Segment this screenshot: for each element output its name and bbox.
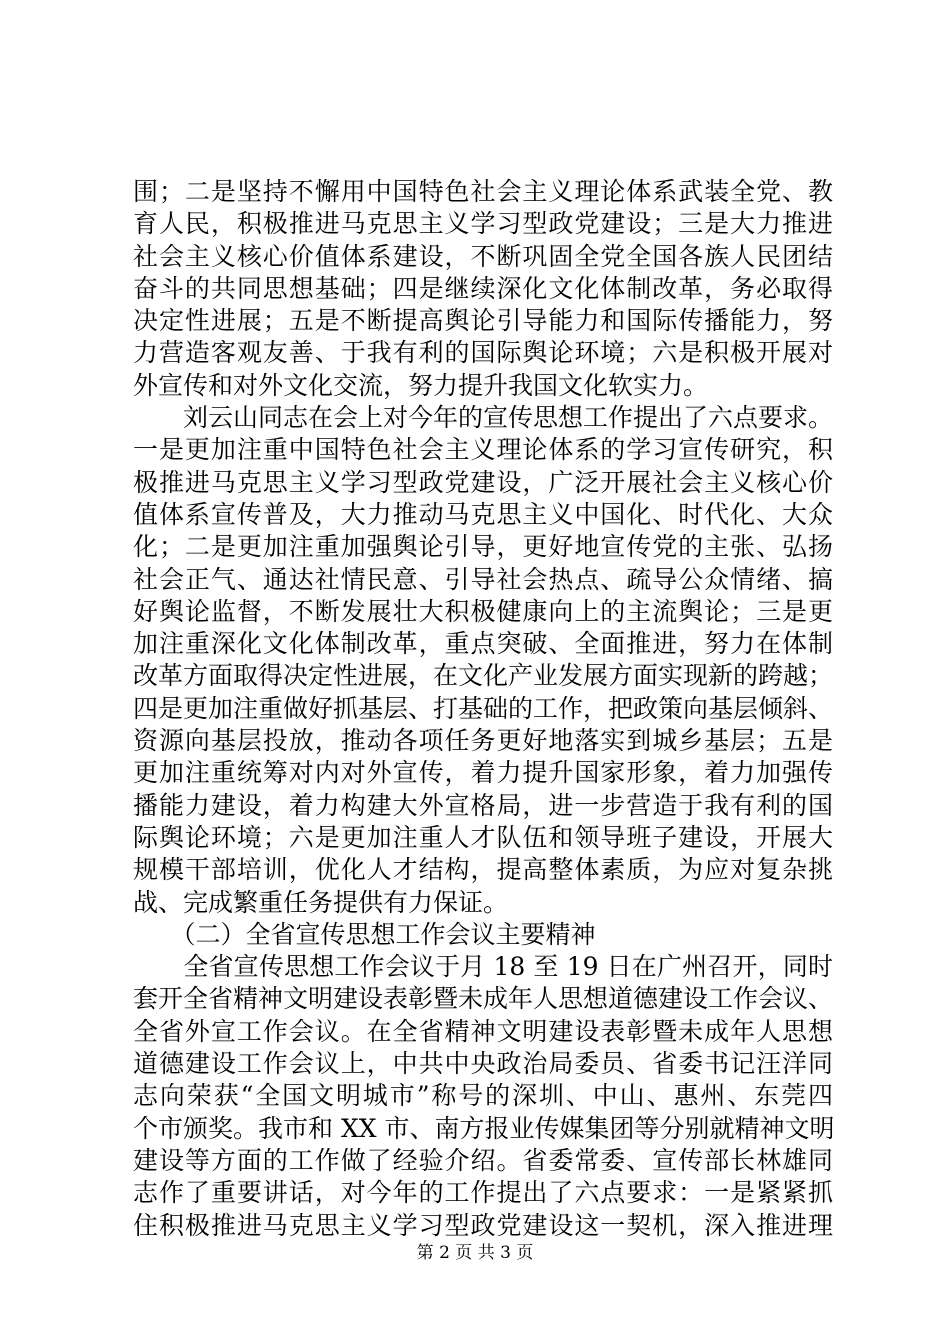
- text-line: 四是更加注重做好抓基层、打基础的工作，把政策向基层倾斜、: [133, 693, 834, 723]
- text-line: 好舆论监督，不断发展壮大积极健康向上的主流舆论；三是更: [133, 596, 833, 626]
- text-line: 际舆论环境；六是更加注重人才队伍和领导班子建设，开展大: [133, 822, 833, 852]
- text-line: 极推进马克思主义学习型政党建设，广泛开展社会主义核心价: [133, 467, 833, 497]
- text-line: 刘云山同志在会上对今年的宣传思想工作提出了六点要求。: [133, 403, 834, 433]
- text-line: 决定性进展；五是不断提高舆论引导能力和国际传播能力，努: [133, 306, 833, 336]
- text-line: 志作了重要讲话，对今年的工作提出了六点要求：一是紧紧抓: [133, 1178, 833, 1208]
- text-line: 力营造客观友善、于我有利的国际舆论环境；六是积极开展对: [133, 338, 833, 368]
- document-body: [133, 176, 833, 1242]
- page-number-footer: 第 2 页 共 3 页: [416, 1243, 534, 1263]
- text-line: 社会主义核心价值体系建设，不断巩固全党全国各族人民团结: [133, 241, 833, 271]
- text-line: （二）全省宣传思想工作会议主要精神: [133, 919, 596, 949]
- text-line: 改革方面取得决定性进展，在文化产业发展方面实现新的跨越；: [133, 661, 834, 691]
- text-line: 套开全省精神文明建设表彰暨未成年人思想道德建设工作会议、: [133, 984, 834, 1014]
- text-line: 资源向基层投放，推动各项任务更好地落实到城乡基层；五是: [133, 726, 833, 756]
- text-line: 志向荣获“全国文明城市”称号的深圳、中山、惠州、东莞四: [133, 1081, 833, 1111]
- text-line: 社会正气、通达社情民意、引导社会热点、疏导公众情绪、搞: [133, 564, 833, 594]
- text-line: 住积极推进马克思主义学习型政党建设这一契机，深入推进理: [133, 1210, 833, 1240]
- text-line: 外宣传和对外文化交流，努力提升我国文化软实力。: [133, 370, 709, 400]
- text-line: 个市颁奖。我市和 XX 市、南方报业传媒集团等分别就精神文明: [133, 1113, 835, 1143]
- text-line: 全省宣传思想工作会议于月 18 至 19 日在广州召开，同时: [133, 952, 833, 982]
- text-line: 围；二是坚持不懈用中国特色社会主义理论体系武装全党、教: [133, 177, 833, 206]
- text-line: 全省外宣工作会议。在全省精神文明建设表彰暨未成年人思想: [133, 1016, 833, 1046]
- text-line: 一是更加注重中国特色社会主义理论体系的学习宣传研究，积: [133, 435, 833, 465]
- text-line: 规模干部培训，优化人才结构，提高整体素质，为应对复杂挑: [133, 855, 833, 885]
- text-line: 播能力建设，着力构建大外宣格局，进一步营造于我有利的国: [133, 790, 833, 820]
- text-line: 更加注重统筹对内对外宣传，着力提升国家形象，着力加强传: [133, 758, 833, 788]
- text-line: 道德建设工作会议上，中共中央政治局委员、省委书记汪洋同: [133, 1049, 833, 1079]
- text-line: 奋斗的共同思想基础；四是继续深化文化体制改革，务必取得: [133, 273, 833, 303]
- text-line: 化；二是更加注重加强舆论引导，更好地宣传党的主张、弘扬: [133, 532, 833, 562]
- text-line: 战、完成繁重任务提供有力保证。: [133, 887, 509, 917]
- text-line: 建设等方面的工作做了经验介绍。省委常委、宣传部长林雄同: [133, 1145, 833, 1175]
- text-line: 育人民，积极推进马克思主义学习型政党建设；三是大力推进: [133, 209, 833, 239]
- text-line: 值体系宣传普及，大力推动马克思主义中国化、时代化、大众: [133, 499, 833, 529]
- text-line: 加注重深化文化体制改革，重点突破、全面推进，努力在体制: [133, 629, 833, 659]
